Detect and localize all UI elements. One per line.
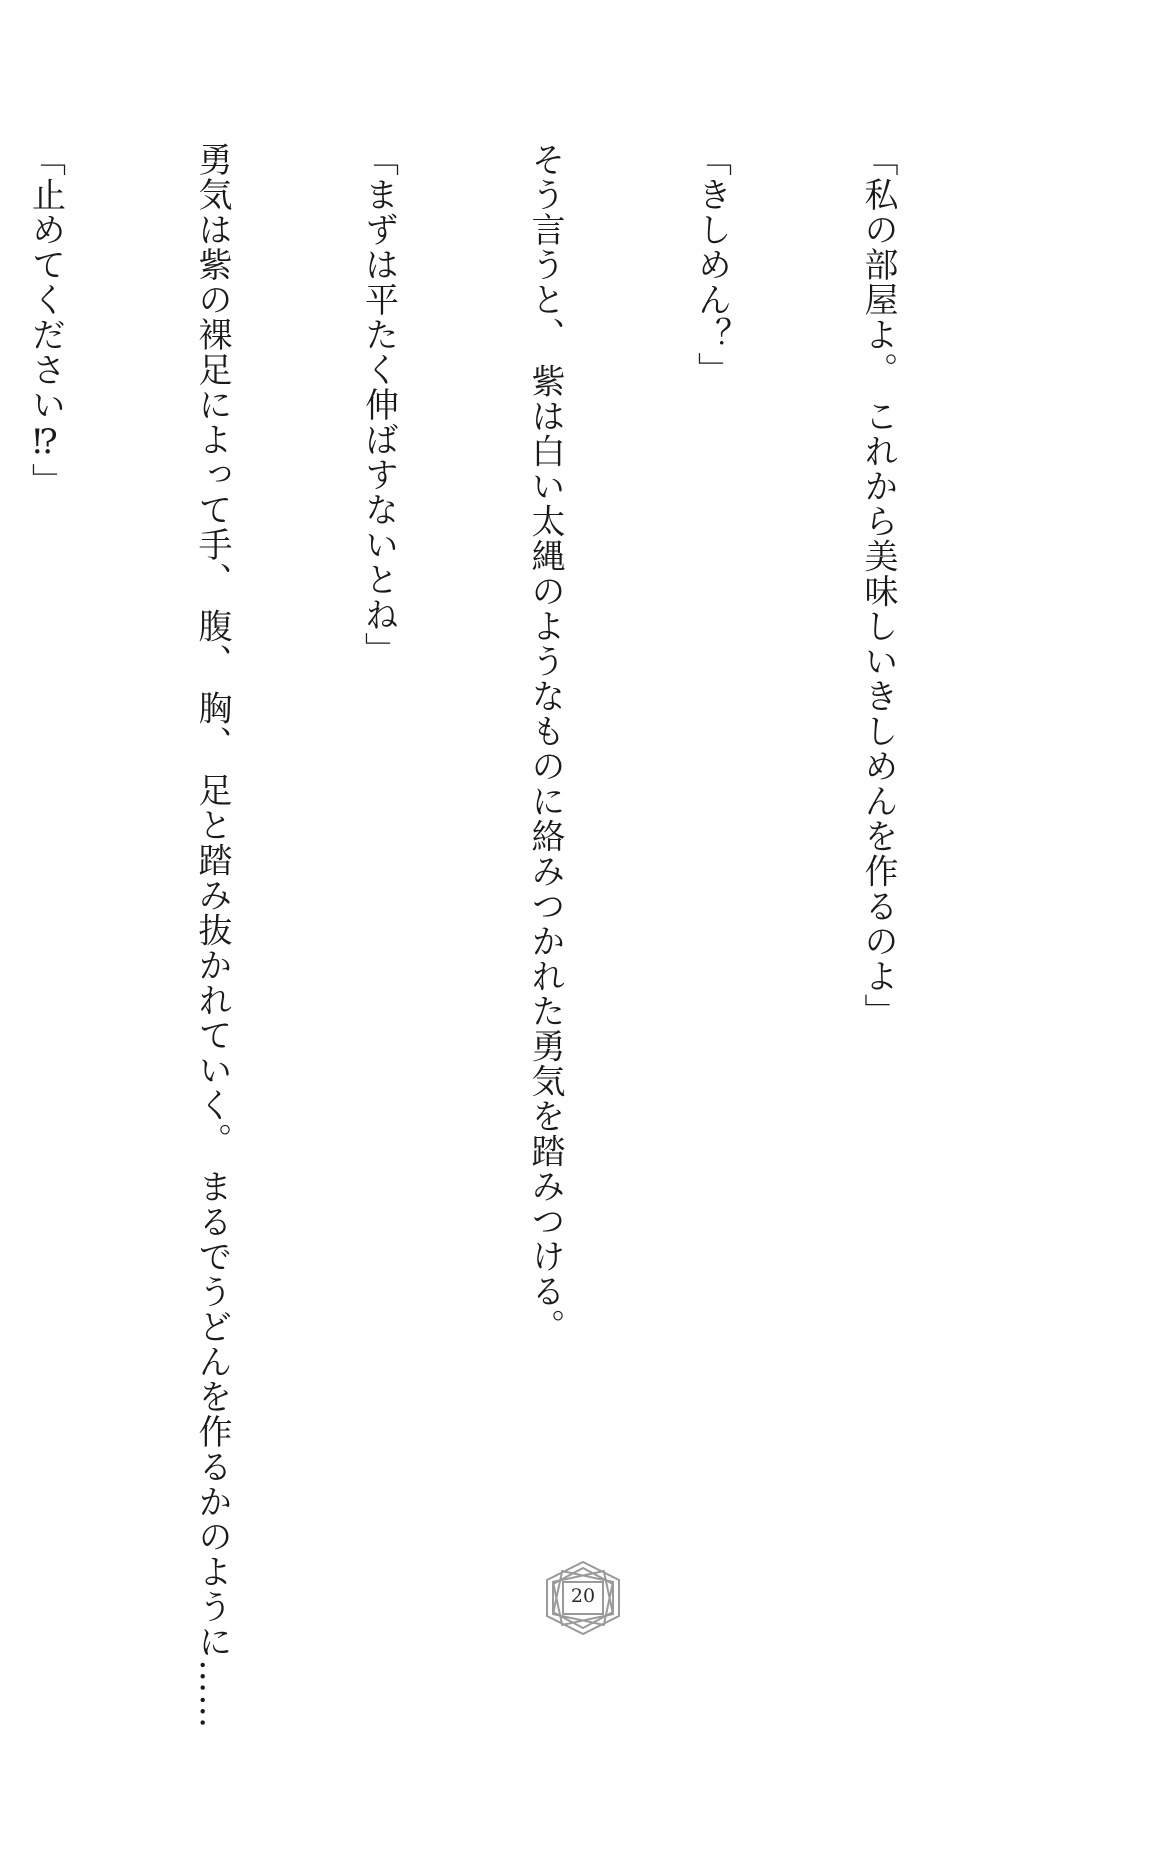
text-line: 「止めてください⁉」 [25,142,66,498]
text-line: 「私の部屋よ。 これから美味しいきしめんを作るのよ」 [858,142,898,1029]
text-line: 勇気は紫の裸足によって手、 腹、 胸、 足と踏み抜かれていく。 まるでうどんを作るかのように…… [192,142,232,1730]
text-line: 「まずは平たく伸ばすないとね」 [358,142,399,667]
text-line: 「きしめん？」 [691,142,732,387]
text-line: そう言うと、 紫は白い太縄のようなものに絡みつかれた勇気を踏みつける。 [525,142,565,1344]
page-number-ornament [533,1558,633,1638]
page-number: 20 [570,1585,596,1607]
